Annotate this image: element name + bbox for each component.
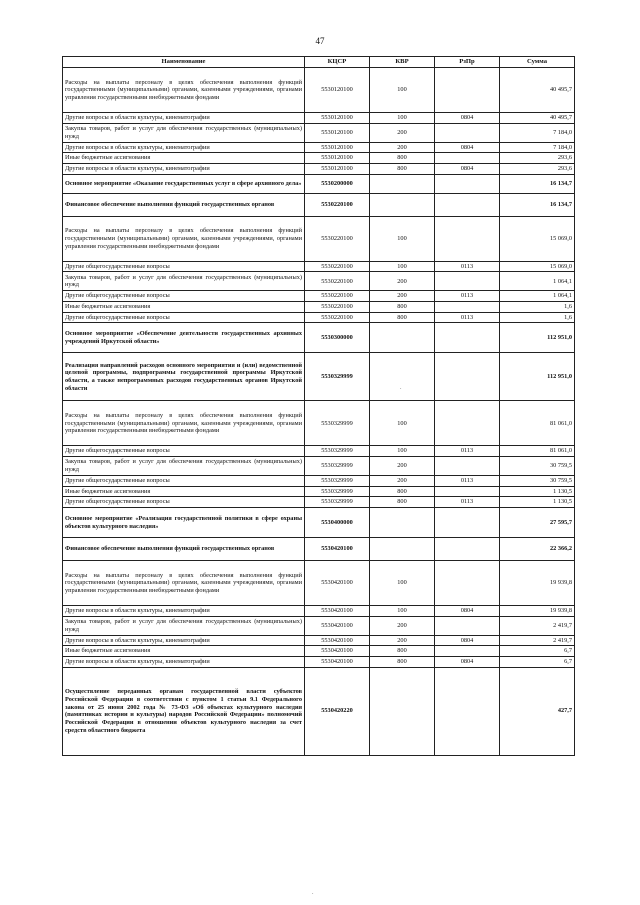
table-row	[63, 646, 575, 657]
row-kvr: 100	[370, 68, 435, 113]
row-rzpr	[435, 457, 500, 476]
row-name: Другие вопросы в области культуры, кинематографии	[63, 635, 305, 646]
row-sum: 293,6	[500, 164, 575, 175]
row-rzpr	[435, 302, 500, 313]
row-kvr	[370, 174, 435, 193]
row-rzpr: 0804	[435, 635, 500, 646]
page-number: 47	[315, 36, 325, 46]
row-rzpr	[435, 646, 500, 657]
row-rzpr: 0113	[435, 476, 500, 487]
row-sum: 6,7	[500, 657, 575, 668]
table-row	[63, 401, 575, 446]
row-name: Закупка товаров, работ и услуг для обеспечения государственных (муниципальных) нужд	[63, 457, 305, 476]
table-row	[63, 457, 575, 476]
header-name: Наименование	[63, 57, 305, 68]
row-rzpr	[435, 153, 500, 164]
row-rzpr	[435, 272, 500, 291]
row-sum: 1 130,5	[500, 486, 575, 497]
row-kcsr: 5530220100	[305, 272, 370, 291]
row-name: Иные бюджетные ассигнования	[63, 486, 305, 497]
row-kvr: 200	[370, 476, 435, 487]
row-rzpr: 0113	[435, 312, 500, 323]
row-kvr: 200	[370, 635, 435, 646]
row-rzpr	[435, 486, 500, 497]
row-kvr: 200	[370, 123, 435, 142]
row-name: Иные бюджетные ассигнования	[63, 153, 305, 164]
table-row	[63, 68, 575, 113]
row-sum: 16 134,7	[500, 193, 575, 216]
row-kvr: 200	[370, 457, 435, 476]
row-sum: 112 951,0	[500, 323, 575, 353]
row-rzpr	[435, 216, 500, 261]
table-row	[63, 261, 575, 272]
row-kcsr: 5530400000	[305, 508, 370, 538]
header-kvr: КВР	[370, 57, 435, 68]
table-row	[63, 476, 575, 487]
row-rzpr	[435, 174, 500, 193]
row-kvr: 200	[370, 142, 435, 153]
row-kcsr: 5530220100	[305, 302, 370, 313]
row-sum: 19 939,8	[500, 561, 575, 606]
table-row	[63, 272, 575, 291]
row-kcsr: 5530220100	[305, 193, 370, 216]
row-name: Финансовое обеспечение выполнения функций государственных органов	[63, 193, 305, 216]
row-kvr: 100	[370, 606, 435, 617]
row-sum: 293,6	[500, 153, 575, 164]
row-rzpr: 0804	[435, 113, 500, 124]
row-rzpr	[435, 401, 500, 446]
row-kcsr: 5530220100	[305, 312, 370, 323]
row-name: Другие общегосударственные вопросы	[63, 446, 305, 457]
row-kcsr: 5530329999	[305, 486, 370, 497]
row-sum: 22 366,2	[500, 538, 575, 561]
row-kcsr: 5530420220	[305, 667, 370, 755]
row-name: Основное мероприятие «Оказание государственных услуг в сфере архивного дела»	[63, 174, 305, 193]
row-rzpr	[435, 667, 500, 755]
header-rzpr: РзПр	[435, 57, 500, 68]
row-rzpr	[435, 68, 500, 113]
table-row	[63, 667, 575, 755]
row-sum: 7 184,0	[500, 142, 575, 153]
table-row	[63, 538, 575, 561]
row-kcsr: 5530220100	[305, 261, 370, 272]
row-kvr	[370, 323, 435, 353]
table-row	[63, 508, 575, 538]
row-rzpr: 0804	[435, 142, 500, 153]
row-rzpr	[435, 538, 500, 561]
row-kvr: 800	[370, 497, 435, 508]
row-kvr: 200	[370, 272, 435, 291]
row-name: Расходы на выплаты персоналу в целях обеспечения выполнения функций государственными (муниципальными) органами, казенными учреждениями, органами управления государственными внебюджетными фондами	[63, 68, 305, 113]
scan-mark: .	[312, 890, 314, 896]
header-kcsr: КЦСР	[305, 57, 370, 68]
row-kvr: 800	[370, 164, 435, 175]
row-name: Другие вопросы в области культуры, кинематографии	[63, 113, 305, 124]
table-row	[63, 193, 575, 216]
row-rzpr: 0113	[435, 291, 500, 302]
budget-table	[62, 56, 575, 756]
row-rzpr: 0113	[435, 497, 500, 508]
row-rzpr: 0804	[435, 657, 500, 668]
row-sum: 1 064,1	[500, 291, 575, 302]
table-row	[63, 153, 575, 164]
row-name: Основное мероприятие «Обеспечение деятельности государственных архивных учреждений Иркутской области»	[63, 323, 305, 353]
row-kcsr: 5530300000	[305, 323, 370, 353]
header-sum: Сумма	[500, 57, 575, 68]
row-kvr: 800	[370, 312, 435, 323]
row-kcsr: 5530329999	[305, 457, 370, 476]
row-name: Закупка товаров, работ и услуг для обеспечения государственных (муниципальных) нужд	[63, 616, 305, 635]
scan-mark: .	[400, 385, 402, 391]
table-row	[63, 353, 575, 401]
row-sum: 7 184,0	[500, 123, 575, 142]
row-kcsr: 5530120100	[305, 164, 370, 175]
row-kcsr: 5530329999	[305, 353, 370, 401]
row-kcsr: 5530420100	[305, 561, 370, 606]
row-kcsr: 5530220100	[305, 216, 370, 261]
table-row	[63, 291, 575, 302]
row-name: Основное мероприятие «Реализация государственной политики в сфере охраны объектов культурного наследия»	[63, 508, 305, 538]
table-row	[63, 657, 575, 668]
row-rzpr	[435, 616, 500, 635]
row-kvr: 800	[370, 646, 435, 657]
row-sum: 19 939,8	[500, 606, 575, 617]
row-name: Другие вопросы в области культуры, кинематографии	[63, 606, 305, 617]
row-name: Другие общегосударственные вопросы	[63, 312, 305, 323]
table-row	[63, 123, 575, 142]
row-kcsr: 5530120100	[305, 113, 370, 124]
row-name: Закупка товаров, работ и услуг для обеспечения государственных (муниципальных) нужд	[63, 123, 305, 142]
table-row	[63, 312, 575, 323]
row-rzpr	[435, 561, 500, 606]
row-kcsr: 5530420100	[305, 606, 370, 617]
row-sum: 30 759,5	[500, 457, 575, 476]
row-rzpr: 0113	[435, 446, 500, 457]
table-row	[63, 635, 575, 646]
row-kcsr: 5530329999	[305, 476, 370, 487]
row-kvr: 800	[370, 657, 435, 668]
row-kcsr: 5530220100	[305, 291, 370, 302]
row-kcsr: 5530120100	[305, 123, 370, 142]
row-rzpr	[435, 123, 500, 142]
row-kvr: 800	[370, 153, 435, 164]
row-kvr	[370, 667, 435, 755]
row-kcsr: 5530120100	[305, 142, 370, 153]
table-row	[63, 616, 575, 635]
table-row	[63, 561, 575, 606]
row-name: Расходы на выплаты персоналу в целях обеспечения выполнения функций государственными (муниципальными) органами, казенными учреждениями, органами управления государственными внебюджетными фондами	[63, 216, 305, 261]
row-kvr: 100	[370, 561, 435, 606]
table-row	[63, 323, 575, 353]
row-name: Расходы на выплаты персоналу в целях обеспечения выполнения функций государственными (муниципальными) органами, казенными учреждениями, органами управления государственными внебюджетными фондами	[63, 561, 305, 606]
table-row	[63, 142, 575, 153]
row-sum: 2 419,7	[500, 616, 575, 635]
table-row	[63, 113, 575, 124]
row-kvr	[370, 508, 435, 538]
row-kvr: 100	[370, 401, 435, 446]
row-rzpr: 0113	[435, 261, 500, 272]
row-kcsr: 5530329999	[305, 446, 370, 457]
row-kcsr: 5530420100	[305, 635, 370, 646]
row-kvr: 200	[370, 616, 435, 635]
row-sum: 30 759,5	[500, 476, 575, 487]
row-kcsr: 5530329999	[305, 401, 370, 446]
row-name: Другие вопросы в области культуры, кинематографии	[63, 142, 305, 153]
row-kcsr: 5530420100	[305, 538, 370, 561]
row-name: Иные бюджетные ассигнования	[63, 302, 305, 313]
row-rzpr	[435, 193, 500, 216]
row-kvr: 100	[370, 113, 435, 124]
row-sum: 1 130,5	[500, 497, 575, 508]
row-kvr: 100	[370, 446, 435, 457]
row-kcsr: 5530120100	[305, 68, 370, 113]
table-body	[63, 68, 575, 756]
row-rzpr	[435, 323, 500, 353]
row-kvr: 100	[370, 216, 435, 261]
row-rzpr	[435, 353, 500, 401]
table-row	[63, 606, 575, 617]
row-name: Иные бюджетные ассигнования	[63, 646, 305, 657]
row-kvr	[370, 538, 435, 561]
row-kcsr: 5530420100	[305, 646, 370, 657]
table-header-row	[63, 57, 575, 68]
row-sum: 1,6	[500, 302, 575, 313]
row-name: Другие вопросы в области культуры, кинематографии	[63, 657, 305, 668]
row-sum: 16 134,7	[500, 174, 575, 193]
row-sum: 112 951,0	[500, 353, 575, 401]
row-name: Другие общегосударственные вопросы	[63, 497, 305, 508]
row-kvr	[370, 353, 435, 401]
row-kvr: 100	[370, 261, 435, 272]
row-kvr: 800	[370, 302, 435, 313]
row-sum: 2 419,7	[500, 635, 575, 646]
row-name: Закупка товаров, работ и услуг для обеспечения государственных (муниципальных) нужд	[63, 272, 305, 291]
row-name: Другие вопросы в области культуры, кинематографии	[63, 164, 305, 175]
row-sum: 40 495,7	[500, 68, 575, 113]
row-kvr: 200	[370, 291, 435, 302]
row-sum: 6,7	[500, 646, 575, 657]
row-kvr: 800	[370, 486, 435, 497]
table-row	[63, 302, 575, 313]
row-name: Расходы на выплаты персоналу в целях обеспечения выполнения функций государственными (муниципальными) органами, казенными учреждениями, органами управления государственными внебюджетными фондами	[63, 401, 305, 446]
table-row	[63, 174, 575, 193]
table-row	[63, 216, 575, 261]
row-sum: 15 069,0	[500, 261, 575, 272]
table-row	[63, 446, 575, 457]
row-kcsr: 5530329999	[305, 497, 370, 508]
table-row	[63, 486, 575, 497]
row-kcsr: 5530420100	[305, 616, 370, 635]
row-sum: 427,7	[500, 667, 575, 755]
row-sum: 81 061,0	[500, 446, 575, 457]
row-rzpr: 0804	[435, 164, 500, 175]
row-sum: 81 061,0	[500, 401, 575, 446]
row-sum: 1 064,1	[500, 272, 575, 291]
table-row	[63, 164, 575, 175]
row-rzpr: 0804	[435, 606, 500, 617]
row-name: Другие общегосударственные вопросы	[63, 291, 305, 302]
row-rzpr	[435, 508, 500, 538]
row-sum: 27 595,7	[500, 508, 575, 538]
row-name: Другие общегосударственные вопросы	[63, 261, 305, 272]
row-kcsr: 5530200000	[305, 174, 370, 193]
row-sum: 40 495,7	[500, 113, 575, 124]
row-name: Финансовое обеспечение выполнения функций государственных органов	[63, 538, 305, 561]
row-sum: 15 069,0	[500, 216, 575, 261]
row-name: Осуществление переданных органам государственной власти субъектов Российской Федерации в соответствии с пунктом 1 статьи 9.1 Федерального закона от 25 июня 2002 года № 73-ФЗ «Об объектах культурного наследия (памятниках истории и культуры) народов Российской Федерации» полномочий Российской Федерации в отношении объектов культурного наследия за счет средств областного бюджета	[63, 667, 305, 755]
row-kcsr: 5530420100	[305, 657, 370, 668]
table-row	[63, 497, 575, 508]
row-sum: 1,6	[500, 312, 575, 323]
row-name: Реализация направлений расходов основного мероприятия и (или) ведомственной целевой программы, подпрограммы государственной программы Иркутской области, а также непрограммных расходов государственных органов Иркутской области	[63, 353, 305, 401]
row-kvr	[370, 193, 435, 216]
row-name: Другие общегосударственные вопросы	[63, 476, 305, 487]
row-kcsr: 5530120100	[305, 153, 370, 164]
